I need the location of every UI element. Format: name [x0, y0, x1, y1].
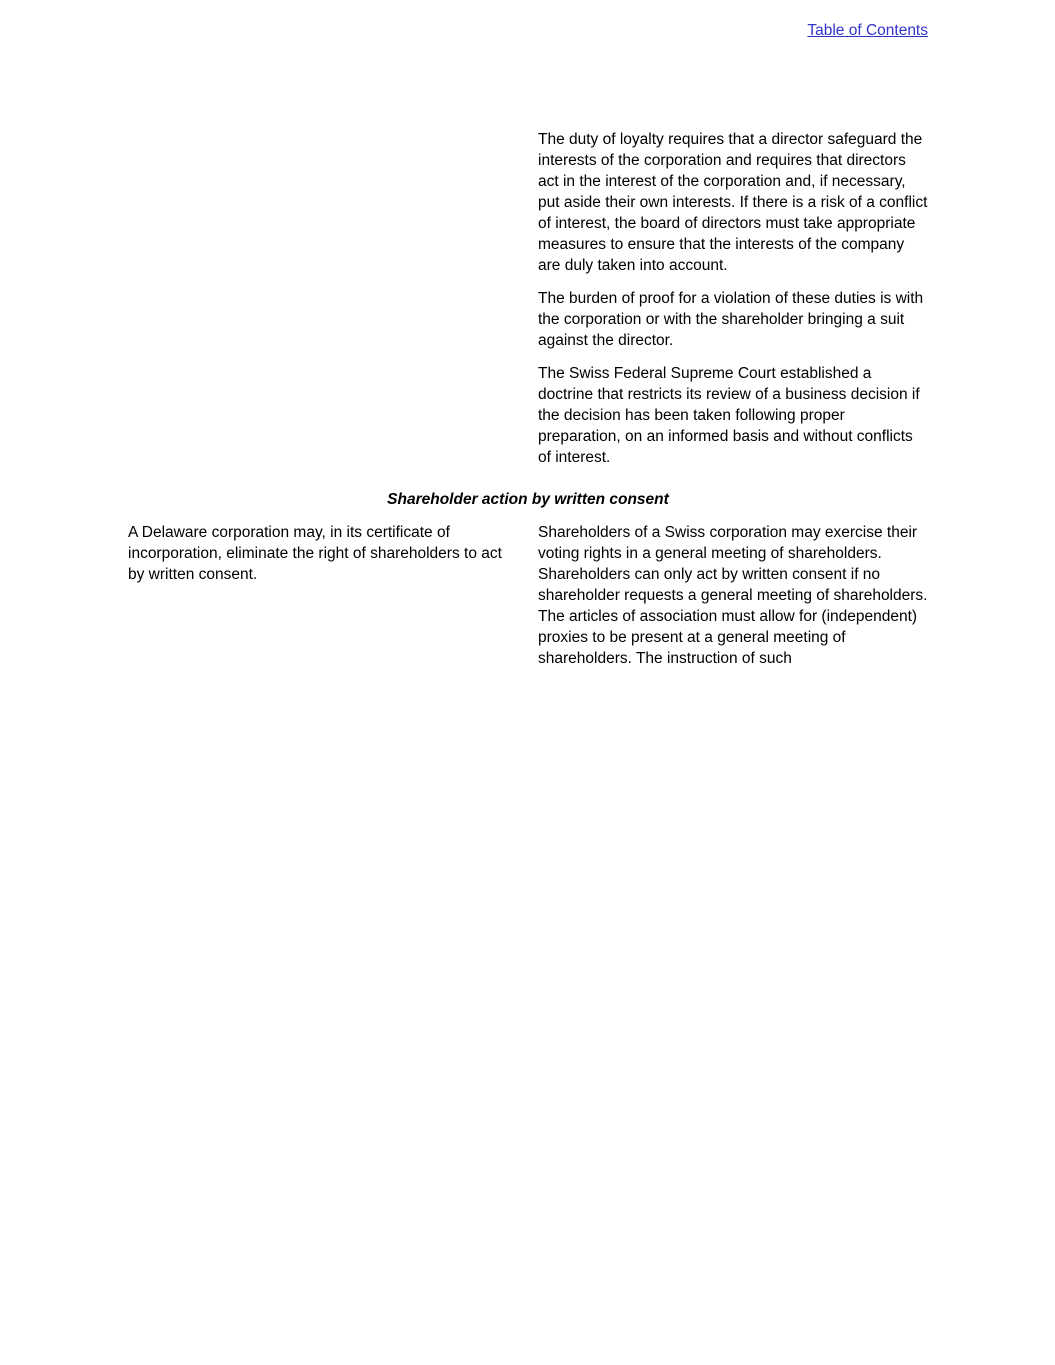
duty-of-loyalty-paragraph: The duty of loyalty requires that a director safeguard the interests of the corporation and requires that directors act in the interest of the corporation and, if necessary, put aside their own interests. If there is a risk of a conflict of interest, the board of directors must take appropriate measures to ensure that the interests of the company are duly taken into account. [538, 131, 928, 274]
switzerland-written-consent-paragraph: Shareholders of a Swiss corporation may exercise their voting rights in a general meeting of shareholders. Shareholders can only act by written consent if no shareholder requests a general meeting of shareholders. The articles of association must allow for (independent) proxies to be present at a general meeting of shareholders. The instruction of such [538, 524, 928, 667]
page-header [128, 20, 928, 41]
burden-of-proof-paragraph: The burden of proof for a violation of these duties is with the corporation or with the shareholder bringing a suit against the director. [538, 290, 924, 349]
switzerland-column [538, 522, 928, 681]
written-consent-section [128, 522, 928, 681]
delaware-written-consent-paragraph: A Delaware corporation may, in its certificate of incorporation, eliminate the right of shareholders to act by written consent. [128, 524, 502, 583]
delaware-column [128, 522, 508, 681]
supreme-court-paragraph: The Swiss Federal Supreme Court established a doctrine that restricts its review of a business decision if the decision has been taken following proper preparation, on an informed basis and without conflicts of interest. [538, 365, 920, 466]
switzerland-column [538, 129, 928, 480]
delaware-column-empty [128, 129, 508, 480]
duty-of-loyalty-section [128, 129, 928, 480]
section-heading-shareholder-action: Shareholder action by written consent [387, 491, 669, 508]
table-of-contents-link[interactable]: Table of Contents [807, 22, 928, 39]
